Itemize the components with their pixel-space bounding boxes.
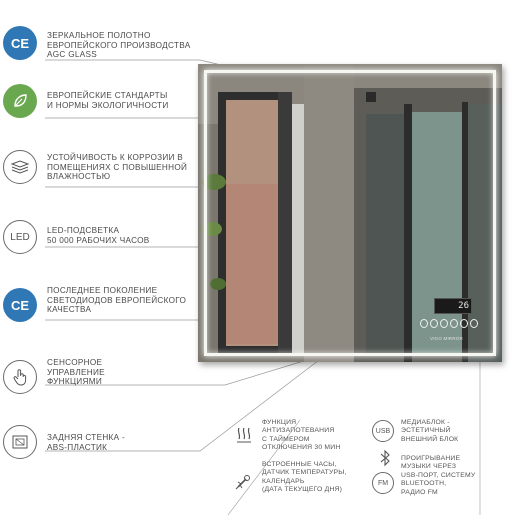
media-block-text: МЕДИАБЛОК - ЭСТЕТИЧНЫЙ ВНЕШНИЙ БЛОК [401,419,459,443]
touch-button[interactable] [430,319,438,328]
touch-button[interactable] [440,319,448,328]
back-panel-icon [3,425,37,459]
touch-button[interactable] [450,319,458,328]
usb-icon: USB [372,420,394,442]
thermometer-clock-icon [233,470,255,492]
feature-text: ЗАДНЯЯ СТЕНКА - ABS-ПЛАСТИК [47,433,125,452]
touch-button[interactable] [470,319,478,328]
touch-button[interactable] [460,319,468,328]
led-icon: LED [3,220,37,254]
feature-text: ЕВРОПЕЙСКИЕ СТАНДАРТЫ И НОРМЫ ЭКОЛОГИЧНОСТИ [47,91,169,110]
music-playback-text: ПРОИГРЫВАНИЕ МУЗЫКИ ЧЕРЕЗ USB-ПОРТ, СИСТЕМУ BLUETOOTH, РАДИО FM [401,455,476,496]
antifog-text: ФУНКЦИЯ АНТИЗАПОТЕВАНИЯ С ТАЙМЕРОМ ОТКЛЮЧЕНИЯ 30 МИН [262,419,341,452]
feature-text: СЕНСОРНОЕ УПРАВЛЕНИЕ ФУНКЦИЯМИ [47,358,105,387]
clock-display: 26 [434,298,472,314]
ce-mark-icon: CE [3,26,37,60]
touch-hand-icon [3,360,37,394]
feature-text: LED-ПОДСВЕТКА 50 000 РАБОЧИХ ЧАСОВ [47,226,150,245]
antifog-waves-icon [233,424,255,446]
corrosion-layers-icon [3,150,37,184]
feature-text: ПОСЛЕДНЕЕ ПОКОЛЕНИЕ СВЕТОДИОДОВ ЕВРОПЕЙСКОГО КАЧЕСТВА [47,286,187,315]
touch-button[interactable] [420,319,428,328]
eco-leaf-icon [3,84,37,118]
touch-controls[interactable] [420,317,478,329]
feature-text: ЗЕРКАЛЬНОЕ ПОЛОТНО ЕВРОПЕЙСКОГО ПРОИЗВОДСТВА AGC GLASS [47,31,191,60]
mirror-image [198,64,502,362]
feature-text: УСТОЙЧИВОСТЬ К КОРРОЗИИ В ПОМЕЩЕНИЯХ С ПОВЫШЕННОЙ ВЛАЖНОСТЬЮ [47,153,188,182]
brand-label: VIGO MIRROR [430,336,463,341]
fm-radio-icon: FM [372,472,394,494]
clock-features-text: ВСТРОЕННЫЕ ЧАСЫ, ДАТЧИК ТЕМПЕРАТУРЫ, КАЛЕНДАРЬ (ДАТА ТЕКУЩЕГО ДНЯ) [262,461,347,494]
bluetooth-icon [374,447,396,469]
ce-mark-icon: CE [3,288,37,322]
